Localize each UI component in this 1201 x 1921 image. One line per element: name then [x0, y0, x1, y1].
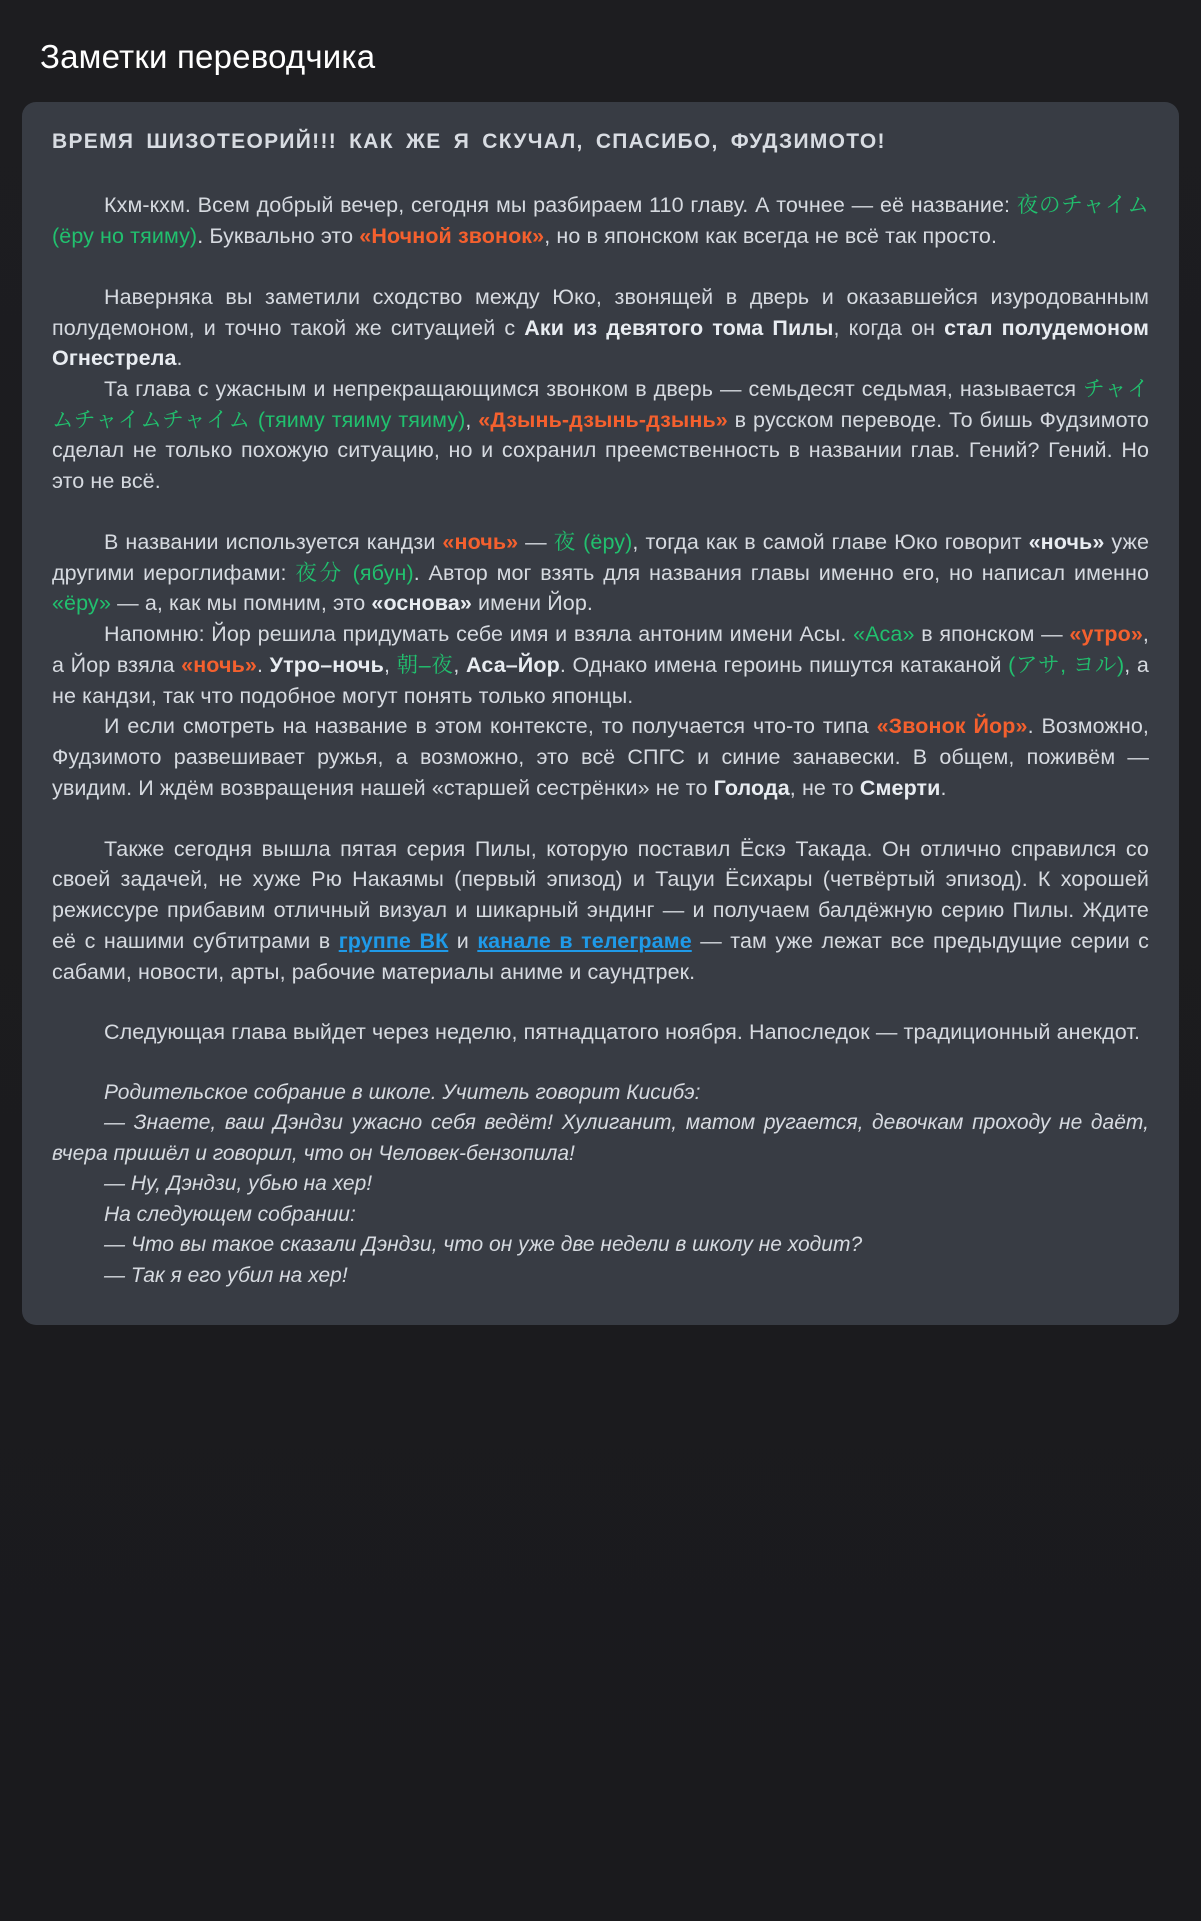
p3-text-1: Та глава с ужасным и непрекращающимся звонком в дверь — семьдесят седьмая, называется	[104, 377, 1084, 402]
paragraph-6	[52, 711, 1149, 803]
p4-text-1: В названии используется кандзи	[104, 529, 443, 554]
p2-text-3: .	[176, 346, 183, 371]
p7-text-1: Также сегодня вышла пятая серия Пилы, которую поставил Ёскэ Такада. Он отлично справился со своей задачей, не хуже Рю Накаямы (первый эпизод) и Тацуи Ёсихары (четвёртый эпизод). К хорошей режиссуре прибавим отличный визуал и шикарный эндинг — и получаем балдёжную серию Пилы. Ждите её с нашими субтитрами в	[52, 836, 1149, 953]
joke-line-4: На следующем собрании:	[104, 1202, 356, 1226]
p4-text-4: , тогда как в самой главе Юко говорит	[632, 529, 1029, 554]
p4-text-2: —	[518, 529, 554, 554]
spacer-1	[52, 252, 1149, 282]
joke-line-1: Родительское собрание в школе. Учитель говорит Кисибэ:	[104, 1080, 701, 1104]
p4-space-2	[344, 561, 353, 585]
joke-line-3: — Ну, Дэндзи, убью на хер!	[104, 1172, 373, 1196]
p1-japanese-title: 夜のチャイム	[1016, 193, 1149, 218]
p5-text-1: Напомню: Йор решила придумать себе имя и взяла антоним имени Асы.	[104, 622, 854, 647]
page-title	[40, 38, 1179, 76]
p4-bold-osnova: «основа»	[371, 591, 472, 616]
p8-text-1: Следующая глава выйдет через неделю, пятнадцатого ноября. Напоследок — традиционный анекдот.	[104, 1020, 1141, 1045]
p5-bold-asa-yor: Аса–Йор	[466, 652, 560, 677]
p3-text-3: ,	[465, 407, 479, 432]
p3-japanese-chime: チャイムチャイムチャイム	[52, 377, 1149, 432]
p5-text-8: , а не кандзи, так что подобное могут понять только японцы.	[52, 652, 1149, 708]
p4-kanji-yabun: 夜分	[295, 560, 344, 585]
p5-text-3: , а Йор взяла	[52, 622, 1149, 677]
translator-notes-card	[22, 102, 1179, 1325]
spacer-5	[52, 1048, 1149, 1078]
p4-romaji-yoru: (ёру)	[583, 529, 633, 554]
p2-bold-aki: Аки из девятого тома Пилы	[524, 315, 834, 340]
p1-romaji: (ёру но тяиму)	[52, 224, 198, 249]
p6-text-3: , не то	[789, 775, 860, 800]
spacer-4	[52, 987, 1149, 1017]
p6-bold-golod: Голода	[713, 775, 790, 800]
p3-romaji: (тяиму тяиму тяиму)	[257, 407, 466, 432]
p4-text-5: уже другими иероглифами:	[52, 529, 1150, 585]
p5-green-asa: «Аса»	[853, 622, 915, 647]
p5-text-4: .	[256, 652, 270, 677]
p5-text-6: ,	[453, 652, 467, 677]
paragraph-8	[52, 1017, 1149, 1048]
p5-kanji-asa-yoru: 朝–夜	[396, 652, 454, 677]
p4-highlight-night-1: «ночь»	[442, 529, 519, 554]
p7-text-2: и	[448, 928, 478, 953]
p6-text-1: И если смотреть на название в этом контексте, то получается что-то типа	[104, 714, 877, 739]
paragraph-4	[52, 527, 1149, 619]
p7-text-3: — там уже лежат все предыдущие серии с сабами, новости, арты, рабочие материалы аниме и саундтрек.	[52, 928, 1149, 984]
p4-text-9: имени Йор.	[471, 591, 593, 616]
p4-text-8: — а, как мы помним, это	[111, 591, 372, 616]
p2-bold-fiend: стал полудемоном Огнестрела	[52, 315, 1149, 371]
p5-bold-utro-noch: Утро–ночь	[269, 652, 384, 677]
p1-highlight-night-bell: «Ночной звонок»	[359, 224, 545, 249]
p4-romaji-yoru-quoted: «ёру»	[52, 591, 112, 616]
paragraph-3	[52, 374, 1149, 497]
p5-text-2: в японском —	[914, 622, 1070, 647]
paragraph-1	[52, 190, 1149, 251]
p2-text-2: , когда он	[833, 315, 945, 340]
p3-highlight-dzyn: «Дзынь-дзынь-дзынь»	[478, 407, 728, 432]
paragraph-2	[52, 282, 1149, 374]
p1-text-1: Кхм-кхм. Всем добрый вечер, сегодня мы разбираем 110 главу. А точнее — её название:	[104, 193, 1017, 218]
paragraph-7	[52, 834, 1149, 988]
p3-text-4: в русском переводе. То бишь Фудзимото сделал не только похожую ситуацию, но и сохранил преемственность в названии глав. Гений? Гений. Но это не всё.	[52, 407, 1149, 494]
p1-text-4: , но в японском как всегда не всё так просто.	[544, 224, 998, 249]
link-telegram-channel[interactable]: канале в телеграме	[477, 928, 692, 953]
notes-heading: ВРЕМЯ ШИЗОТЕОРИЙ!!! КАК ЖЕ Я СКУЧАЛ, СПАСИБО, ФУДЗИМОТО!	[52, 130, 886, 153]
p4-bold-night: «ночь»	[1028, 529, 1105, 554]
joke-line-2: — Знаете, ваш Дэндзи ужасно себя ведёт! Хулиганит, матом ругается, девочкам проходу не даёт, вчера пришёл и говорил, что он Человек-бензопила!	[52, 1111, 1149, 1165]
spacer-3	[52, 804, 1149, 834]
p5-text-7: . Однако имена героинь пишутся катаканой	[559, 652, 1009, 677]
p5-highlight-night: «ночь»	[181, 652, 257, 677]
p5-text-5: ,	[383, 652, 397, 677]
p4-text-7: . Автор мог взять для названия главы именно его, но написал именно	[413, 560, 1150, 585]
p2-text-1: Наверняка вы заметили сходство между Юко, звонящей в дверь и оказавшейся изуродованным полудемоном, и точно такой же ситуацией с	[52, 284, 1149, 340]
p1-text-3: . Буквально это	[197, 224, 360, 249]
p4-romaji-yabun: (ябун)	[352, 560, 414, 585]
p5-katakana-names: (アサ, ヨル)	[1008, 652, 1125, 677]
p6-bold-smert: Смерти	[859, 775, 941, 800]
p4-kanji-yoru: 夜	[553, 529, 577, 554]
spacer-2	[52, 497, 1149, 527]
p6-highlight-zvonok-yor: «Звонок Йор»	[876, 714, 1028, 739]
p3-space-1	[251, 408, 258, 432]
p5-highlight-morning: «утро»	[1069, 622, 1143, 647]
link-vk-group[interactable]: группе ВК	[338, 928, 449, 953]
joke-line-6: — Так я его убил на хер!	[104, 1263, 348, 1287]
page-title-text: Заметки переводчика	[40, 38, 376, 75]
joke-line-5: — Что вы такое сказали Дэндзи, что он уже две недели в школу не ходит?	[104, 1233, 863, 1257]
p6-text-2: . Возможно, Фудзимото развешивает ружья, а возможно, это всё СПГС и синие занавески. В общем, поживём — увидим. И ждём возвращения нашей «старшей сестрёнки» не то	[52, 714, 1149, 800]
p6-text-4: .	[940, 775, 947, 800]
paragraph-5	[52, 619, 1149, 711]
